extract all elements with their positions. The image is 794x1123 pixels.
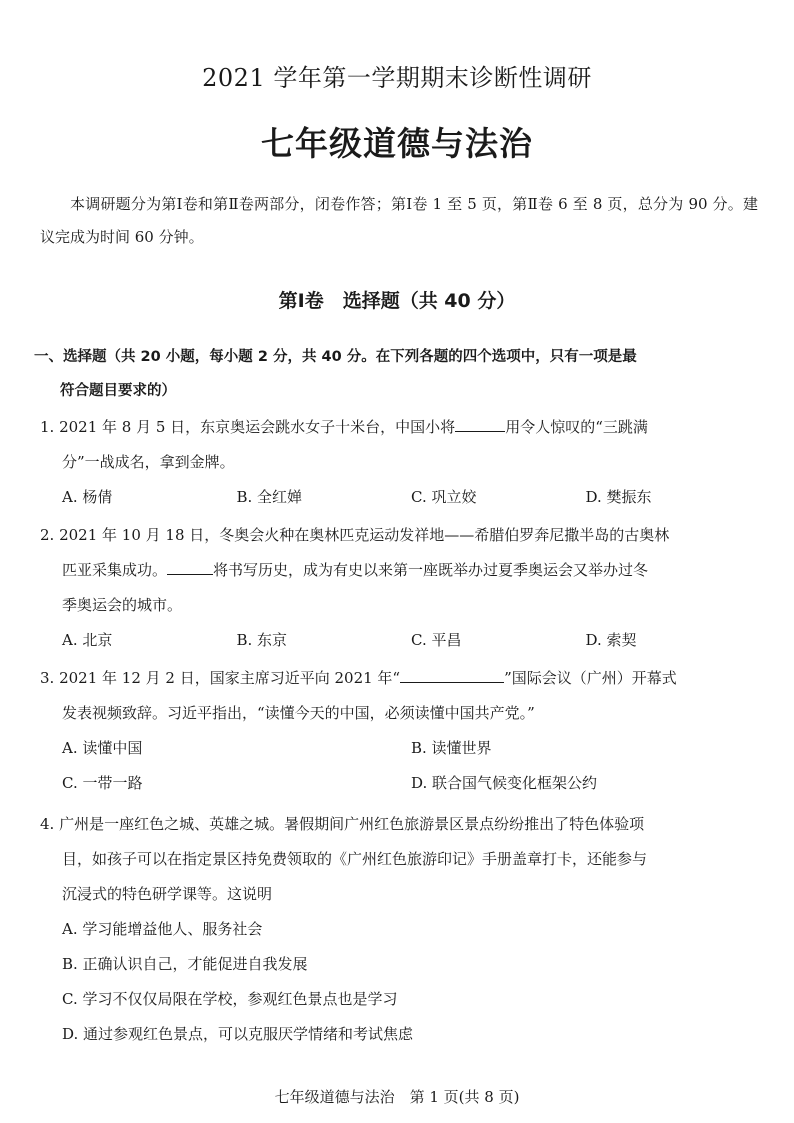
answer-blank: [400, 664, 504, 683]
options-row: [40, 766, 760, 801]
question-2: [40, 518, 760, 658]
option-b: B. 东京: [236, 631, 288, 649]
option-a: A. 北京: [62, 631, 113, 649]
option-b: B. 正确认识自己，才能促进自我发展: [62, 955, 308, 973]
options-row: [40, 480, 760, 515]
subject-title: 七年级道德与法治: [261, 124, 533, 163]
option-a: A. 学习能增益他人、服务社会: [62, 920, 263, 938]
option-d: D. 索契: [585, 631, 637, 649]
option-a: A. 读懂中国: [62, 739, 143, 757]
option-d: D. 樊振东: [585, 488, 652, 506]
options-row: [40, 731, 760, 766]
question-3: [40, 661, 760, 801]
question-stem: 1. 2021 年 8 月 5 日，东京奥运会跳水女子十米台，中国小将 用令人惊叹的“三跳满 分”一战成名，拿到金牌。: [40, 410, 760, 480]
option-a: A. 杨倩: [62, 488, 113, 506]
page-footer: 七年级道德与法治 第 1 页(共 8 页): [274, 1088, 520, 1106]
option-d: D. 通过参观红色景点，可以克服厌学情绪和考试焦虑: [62, 1025, 414, 1043]
option-c: C. 平昌: [411, 631, 462, 649]
question-stem: 2. 2021 年 10 月 18 日，冬奥会火种在奥林匹克运动发祥地——希腊伯罗奔尼撒半岛的古奥林 匹亚采集成功。 将书写历史，成为有史以来第一座既举办过夏季奥运会又举办过冬 季奥运会的城市。: [40, 526, 670, 614]
question-stem: 4. 广州是一座红色之城、英雄之城。暑假期间广州红色旅游景区景点纷纷推出了特色体验项 目，如孩子可以在指定景区持免费领取的《广州红色旅游印记》手册盖章打卡，还能参与 沉浸式的特色研学课等。这说明: [40, 815, 648, 903]
question-1: [40, 410, 760, 515]
exam-header-title: 2021 学年第一学期期末诊断性调研: [202, 64, 592, 92]
question-4: [40, 807, 760, 1052]
option-c: C. 一带一路: [62, 774, 143, 792]
option-c: C. 学习不仅仅局限在学校，参观红色景点也是学习: [62, 990, 398, 1008]
option-c: C. 巩立姣: [411, 488, 477, 506]
instruction-line-1: 一、选择题（共 20 小题，每小题 2 分，共 40 分。在下列各题的四个选项中，只有一项是最: [34, 349, 637, 365]
exam-instructions: 本调研题分为第Ⅰ卷和第Ⅱ卷两部分，闭卷作答；第Ⅰ卷 1 至 5 页，第Ⅱ卷 6 至 8 页，总分为 90 分。建议完成为时间 60 分钟。: [40, 195, 758, 246]
option-b: B. 全红婵: [236, 488, 303, 506]
option-d: D. 联合国气候变化框架公约: [411, 774, 598, 792]
answer-blank: [167, 556, 213, 575]
question-type-instruction: [34, 340, 764, 408]
section-title: 第Ⅰ卷 选择题（共 40 分）: [278, 290, 516, 312]
instruction-line-2: 符合题目要求的）: [60, 383, 176, 399]
options-row: [40, 623, 760, 658]
option-b: B. 读懂世界: [411, 739, 492, 757]
answer-blank: [455, 413, 505, 432]
question-stem: 3. 2021 年 12 月 2 日，国家主席习近平向 2021 年“ ”国际会议（广州）开幕式 发表视频致辞。习近平指出，“读懂今天的中国，必须读懂中国共产党。”: [40, 661, 760, 731]
